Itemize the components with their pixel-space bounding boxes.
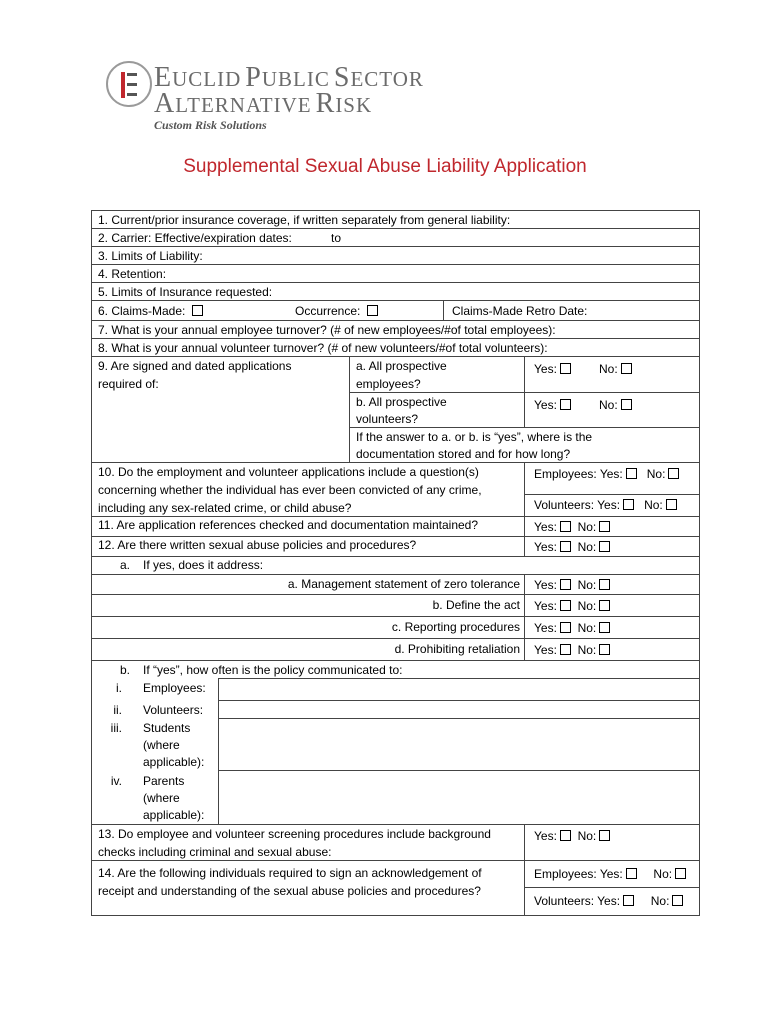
q12a-item-retaliation: d. Prohibiting retaliation xyxy=(394,642,520,656)
q9-label-line2: required of: xyxy=(98,377,159,391)
q14-employees-no-checkbox[interactable] xyxy=(675,868,686,879)
q10-employees: Employees: Yes: No: xyxy=(534,467,679,481)
q12b-ii-marker: ii. xyxy=(113,703,122,717)
q9c-line1: If the answer to a. or b. is “yes”, where is the xyxy=(356,430,593,444)
q12b-iii-line2: (where xyxy=(143,738,180,752)
q12a-item2-yes-checkbox[interactable] xyxy=(560,600,571,611)
q14-employees-yes-checkbox[interactable] xyxy=(626,868,637,879)
q14-line1: 14. Are the following individuals required to sign an acknowledgement of xyxy=(98,866,482,880)
q4-label: 4. Retention: xyxy=(98,267,167,281)
q11-no-checkbox[interactable] xyxy=(599,521,610,532)
q10-line2: concerning whether the individual has ever been convicted of any crime, xyxy=(98,483,482,497)
logo-tagline: Custom Risk Solutions xyxy=(154,118,267,132)
q14-line2: receipt and understanding of the sexual abuse policies and procedures? xyxy=(98,884,481,898)
q9b-line2: volunteers? xyxy=(356,412,419,426)
q6-occurrence: Occurrence: xyxy=(295,304,378,318)
q12a-item-zero-tolerance: a. Management statement of zero tolerance xyxy=(287,577,520,591)
q10-volunteers-yes-checkbox[interactable] xyxy=(623,499,634,510)
q12b-i-marker: i. xyxy=(116,681,122,695)
q10-employees-no-checkbox[interactable] xyxy=(668,468,679,479)
q8-label: 8. What is your annual volunteer turnover? (# of new volunteers/#of total volunteers): xyxy=(98,341,548,355)
q12a-item-define-act: b. Define the act xyxy=(432,598,520,612)
claims-made-checkbox[interactable] xyxy=(192,305,203,316)
q10-employees-yes-checkbox[interactable] xyxy=(626,468,637,479)
q11-answer: Yes: No: xyxy=(534,520,610,534)
q2-label: 2. Carrier: Effective/expiration dates: xyxy=(98,231,292,245)
q13-no-checkbox[interactable] xyxy=(599,830,610,841)
q11-label: 11. Are application references checked and documentation maintained? xyxy=(98,518,479,532)
q1-label: 1. Current/prior insurance coverage, if written separately from general liability: xyxy=(98,213,511,227)
q9a-no-checkbox[interactable] xyxy=(621,363,632,374)
q12a-marker: a. xyxy=(120,558,131,572)
q9b-yes-checkbox[interactable] xyxy=(560,399,571,410)
q6-retro-date: Claims-Made Retro Date: xyxy=(452,304,588,318)
q12-yes-checkbox[interactable] xyxy=(560,541,571,552)
q12b-iii-line1: Students xyxy=(143,721,191,735)
q12b-iv-line2: (where xyxy=(143,791,180,805)
q12b-iv-line3: applicable): xyxy=(143,808,205,822)
form-title: Supplemental Sexual Abuse Liability Application xyxy=(183,156,587,177)
q12a-item-reporting: c. Reporting procedures xyxy=(391,620,520,634)
logo-line-1: EUCLID PUBLIC SECTOR xyxy=(154,62,424,93)
q12a-item3-yes-checkbox[interactable] xyxy=(560,622,571,633)
q12a-label: If yes, does it address: xyxy=(143,558,264,572)
q12b-iii-line3: applicable): xyxy=(143,755,205,769)
q9a-yes: Yes: xyxy=(534,362,571,376)
q9c-line2: documentation stored and for how long? xyxy=(356,447,571,461)
q10-volunteers-no-checkbox[interactable] xyxy=(666,499,677,510)
q14-volunteers: Volunteers: Yes: No: xyxy=(534,894,683,908)
q12b-ii-label: Volunteers: xyxy=(143,703,204,717)
q12a-item4-no-checkbox[interactable] xyxy=(599,644,610,655)
q9a-yes-checkbox[interactable] xyxy=(560,363,571,374)
q13-answer: Yes: No: xyxy=(534,829,610,843)
q12b-i-label: Employees: xyxy=(143,681,206,695)
q14-employees: Employees: Yes: No: xyxy=(534,867,686,881)
q12a-item2-answer: Yes: No: xyxy=(534,599,610,613)
q12-label: 12. Are there written sexual abuse policies and procedures? xyxy=(98,538,417,552)
logo-mark-icon xyxy=(106,61,152,107)
q12-answer: Yes: No: xyxy=(534,540,610,554)
q9a-no: No: xyxy=(599,362,632,376)
q9b-line1: b. All prospective xyxy=(356,395,447,409)
q12a-item1-yes-checkbox[interactable] xyxy=(560,579,571,590)
q12b-iii-marker: iii. xyxy=(110,721,122,735)
q9a-line1: a. All prospective xyxy=(356,359,447,373)
q12a-item3-no-checkbox[interactable] xyxy=(599,622,610,633)
q13-line2: checks including criminal and sexual abuse: xyxy=(98,845,332,859)
q11-yes-checkbox[interactable] xyxy=(560,521,571,532)
q12a-item1-answer: Yes: No: xyxy=(534,578,610,592)
q12-no-checkbox[interactable] xyxy=(599,541,610,552)
logo-line-2: ALTERNATIVE RISK xyxy=(154,88,373,119)
q12a-item1-no-checkbox[interactable] xyxy=(599,579,610,590)
q13-line1: 13. Do employee and volunteer screening procedures include background xyxy=(98,827,491,841)
q12b-marker: b. xyxy=(120,663,131,677)
q14-volunteers-no-checkbox[interactable] xyxy=(672,895,683,906)
q9b-no-checkbox[interactable] xyxy=(621,399,632,410)
q5-label: 5. Limits of Insurance requested: xyxy=(98,285,273,299)
q12a-item4-yes-checkbox[interactable] xyxy=(560,644,571,655)
q9b-yes: Yes: xyxy=(534,398,571,412)
q10-line1: 10. Do the employment and volunteer applications include a question(s) xyxy=(98,465,479,479)
q3-label: 3. Limits of Liability: xyxy=(98,249,203,263)
q12a-item2-no-checkbox[interactable] xyxy=(599,600,610,611)
q12b-iv-marker: iv. xyxy=(110,774,122,788)
q2-to-label: to xyxy=(331,231,342,245)
q9a-line2: employees? xyxy=(356,377,421,391)
q14-volunteers-yes-checkbox[interactable] xyxy=(623,895,634,906)
q9-label-line1: 9. Are signed and dated applications xyxy=(98,359,292,373)
q12a-item3-answer: Yes: No: xyxy=(534,621,610,635)
occurrence-checkbox[interactable] xyxy=(367,305,378,316)
q13-yes-checkbox[interactable] xyxy=(560,830,571,841)
q9b-no: No: xyxy=(599,398,632,412)
q6-claims-made: 6. Claims-Made: xyxy=(98,304,203,318)
q10-line3: including any sex-related crime, or child abuse? xyxy=(98,501,352,515)
q7-label: 7. What is your annual employee turnover? (# of new employees/#of total employees): xyxy=(98,323,556,337)
q12a-item4-answer: Yes: No: xyxy=(534,643,610,657)
q10-volunteers: Volunteers: Yes: No: xyxy=(534,498,677,512)
q12b-label: If “yes”, how often is the policy communicated to: xyxy=(143,663,403,677)
q12b-iv-line1: Parents xyxy=(143,774,185,788)
